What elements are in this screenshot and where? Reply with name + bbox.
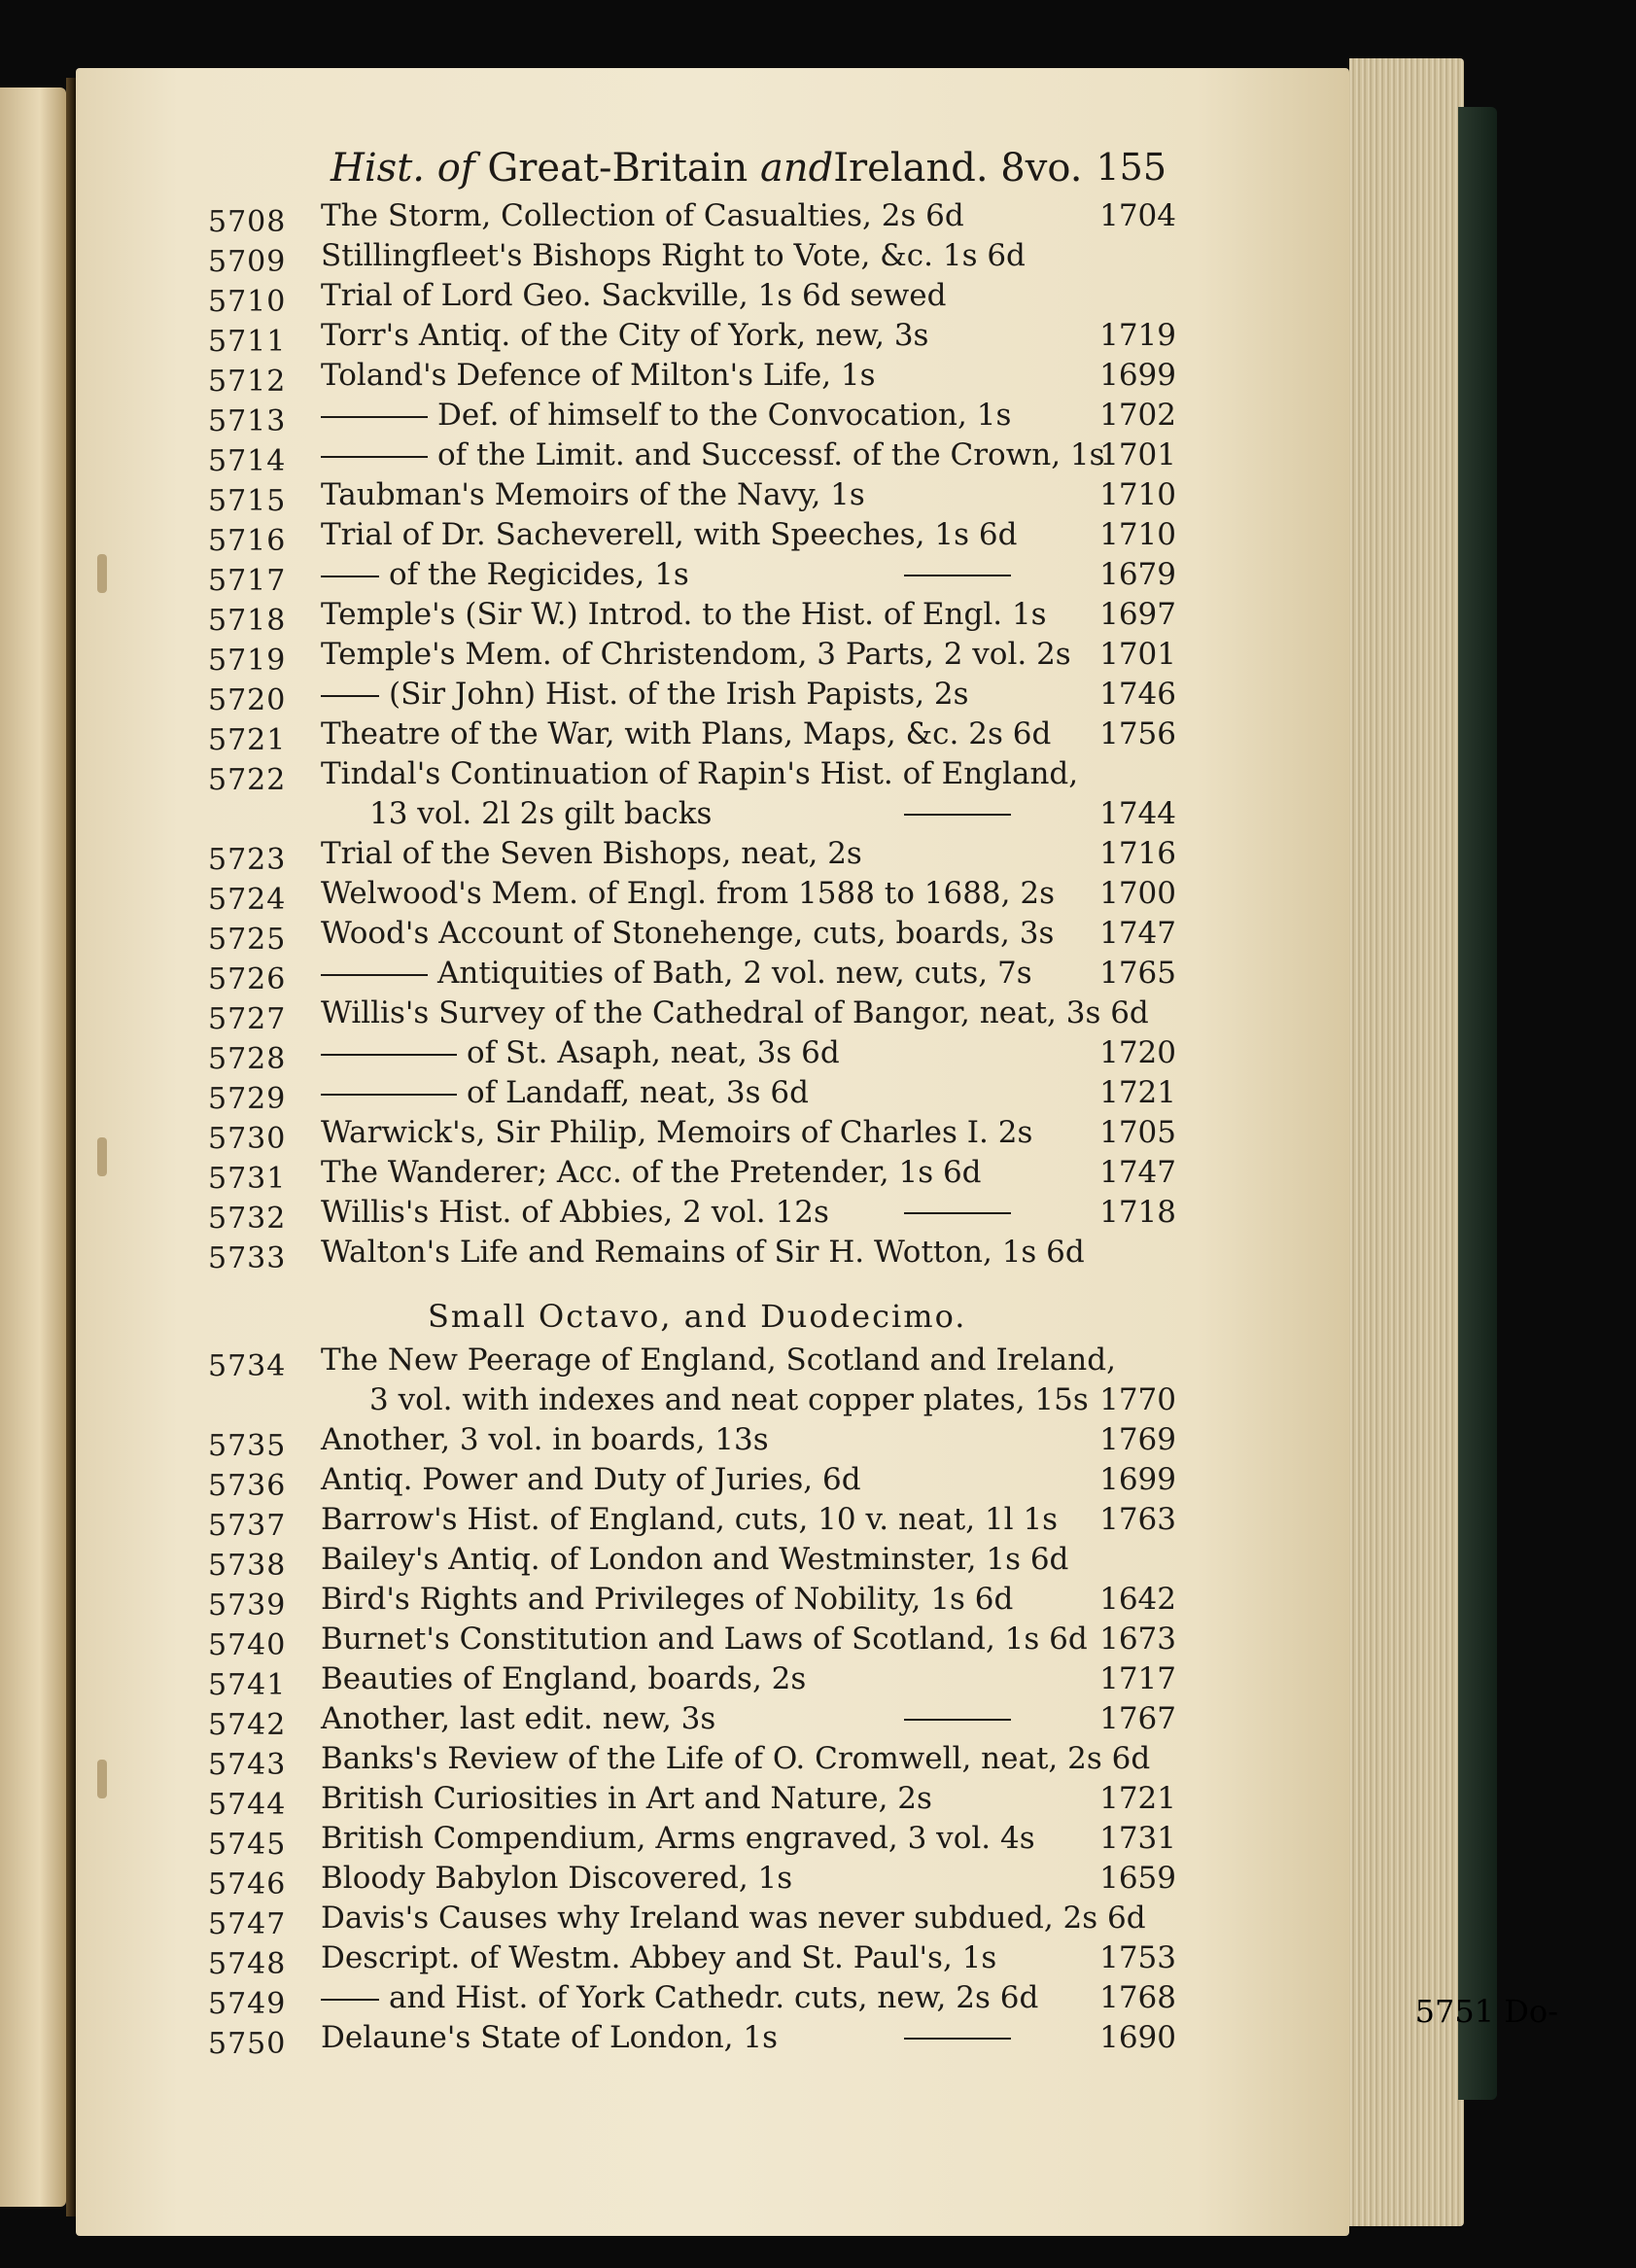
entry-year: 1744	[1099, 796, 1176, 831]
page-edges	[1349, 58, 1464, 2226]
entry-number: 5714	[208, 444, 287, 478]
leader-dash	[904, 2038, 1011, 2040]
entry-number: 5718	[208, 604, 287, 638]
catalogue-entry	[208, 1540, 1215, 1583]
entry-number: 5709	[208, 245, 287, 279]
entry-year: 1717	[1099, 1661, 1176, 1696]
entry-year: 1753	[1099, 1940, 1176, 1975]
catalogue-entry	[208, 1073, 1215, 1116]
entry-number: 5710	[208, 285, 287, 319]
entry-number: 5731	[208, 1162, 287, 1196]
catalogue-entry	[208, 515, 1215, 558]
catalogue-entry	[208, 754, 1215, 834]
leader-dash	[904, 575, 1011, 576]
entry-description: Another, last edit. new, 3s	[321, 1701, 716, 1736]
entry-description: Wood's Account of Stonehenge, cuts, boards, 3s	[321, 916, 1055, 951]
catalogue-entry	[208, 1193, 1215, 1236]
entry-number: 5708	[208, 205, 287, 239]
entry-year: 1721	[1099, 1075, 1176, 1110]
entry-number: 5716	[208, 524, 287, 558]
page-title: Hist. of Great-Britain andIreland. 8vo.	[331, 146, 1083, 191]
entry-year: 1756	[1099, 716, 1176, 751]
entry-year: 1659	[1099, 1861, 1176, 1896]
entry-number: 5712	[208, 365, 287, 399]
entry-number: 5750	[208, 2027, 287, 2061]
entry-number: 5736	[208, 1469, 287, 1503]
entry-number: 5717	[208, 564, 287, 598]
catalogue-entry	[208, 1580, 1215, 1622]
entry-year: 1702	[1099, 398, 1176, 433]
entry-year: 1679	[1099, 557, 1176, 592]
binding-hole	[97, 1760, 107, 1798]
leader-dash	[904, 814, 1011, 816]
entry-year: 1710	[1099, 477, 1176, 512]
catalogue-entry	[208, 1779, 1215, 1822]
entry-number: 5727	[208, 1002, 287, 1036]
entry-number: 5748	[208, 1947, 287, 1981]
entry-description: Antiquities of Bath, 2 vol. new, cuts, 7s	[321, 954, 1032, 994]
catalogue-entry	[208, 1620, 1215, 1662]
ditto-dash	[321, 576, 379, 577]
entry-description: Warwick's, Sir Philip, Memoirs of Charles I. 2s	[321, 1115, 1033, 1150]
entry-year: 1768	[1099, 1980, 1176, 2015]
entry-number: 5711	[208, 325, 287, 359]
entry-description: Temple's (Sir W.) Introd. to the Hist. of Engl. 1s	[321, 597, 1047, 632]
entry-year: 1697	[1099, 597, 1176, 632]
entry-description: British Curiosities in Art and Nature, 2s	[321, 1781, 932, 1816]
catalogue-entry	[208, 1460, 1215, 1503]
catalogue-entry	[208, 436, 1215, 478]
entry-number: 5735	[208, 1429, 287, 1463]
entry-description: Toland's Defence of Milton's Life, 1s	[321, 358, 876, 393]
entry-number: 5732	[208, 1202, 287, 1236]
catalogue-entry	[208, 316, 1215, 359]
entry-number: 5733	[208, 1241, 287, 1275]
catalogue-entry	[208, 1500, 1215, 1543]
entry-year: 1690	[1099, 2020, 1176, 2055]
entry-description: Walton's Life and Remains of Sir H. Wotton, 1s 6d	[321, 1235, 1085, 1270]
entry-year: 1642	[1099, 1582, 1176, 1617]
entry-number: 5739	[208, 1588, 287, 1622]
catalogue-entry	[208, 595, 1215, 638]
entry-description: (Sir John) Hist. of the Irish Papists, 2s	[321, 675, 969, 715]
catalogue-entry	[208, 1899, 1215, 1941]
entry-number: 5728	[208, 1042, 287, 1076]
catalogue-entry	[208, 1859, 1215, 1902]
entry-description: Trial of Dr. Sacheverell, with Speeches, 1s 6d	[321, 517, 1018, 552]
entry-year: 1716	[1099, 836, 1176, 871]
left-page-edge	[0, 87, 66, 2207]
entry-year: 1720	[1099, 1035, 1176, 1070]
entry-description: Def. of himself to the Convocation, 1s	[321, 396, 1011, 436]
entry-description: Temple's Mem. of Christendom, 3 Parts, 2 vol. 2s	[321, 637, 1071, 672]
entry-number: 5719	[208, 644, 287, 678]
catalogue-text	[208, 146, 1215, 2061]
page-number: 155	[1096, 146, 1166, 189]
catalogue-entry	[208, 1341, 1215, 1420]
entry-year: 1746	[1099, 677, 1176, 712]
catalogue-entry	[208, 236, 1215, 279]
entry-description: The Wanderer; Acc. of the Pretender, 1s 6d	[321, 1155, 982, 1190]
catalogue-entry	[208, 396, 1215, 438]
entry-description: Welwood's Mem. of Engl. from 1588 to 1688, 2s	[321, 876, 1055, 911]
catalogue-entry	[208, 1233, 1215, 1275]
entry-year: 1710	[1099, 517, 1176, 552]
entry-description-continued: 13 vol. 2l 2s gilt backs	[369, 796, 713, 831]
entry-description: Burnet's Constitution and Laws of Scotland, 1s 6d	[321, 1622, 1088, 1657]
entry-number: 5723	[208, 843, 287, 877]
catchword: 5751 Do-	[1414, 1993, 1558, 2030]
catalogue-entry	[208, 1819, 1215, 1862]
catalogue-entry	[208, 1659, 1215, 1702]
entry-description: Delaune's State of London, 1s	[321, 2020, 779, 2055]
entry-year: 1701	[1099, 437, 1176, 472]
entry-description: Barrow's Hist. of England, cuts, 10 v. neat, 1l 1s	[321, 1502, 1059, 1537]
catalogue-entry	[208, 874, 1215, 917]
entry-number: 5749	[208, 1987, 287, 2021]
entry-number: 5722	[208, 763, 287, 797]
entry-number: 5721	[208, 723, 287, 757]
entry-year: 1747	[1099, 1155, 1176, 1190]
ditto-dash	[321, 416, 428, 418]
entry-year: 1770	[1099, 1382, 1176, 1417]
catalogue-entry	[208, 635, 1215, 678]
entry-description: Trial of Lord Geo. Sackville, 1s 6d sewed	[321, 278, 947, 313]
catalogue-entry	[208, 994, 1215, 1036]
section-title: Small Octavo, and Duodecimo.	[428, 1298, 967, 1335]
catalogue-entry	[208, 1978, 1215, 2021]
entry-year: 1731	[1099, 1821, 1176, 1856]
entry-description: Another, 3 vol. in boards, 13s	[321, 1422, 769, 1457]
catalogue-entry	[208, 2018, 1215, 2061]
entry-description: of the Limit. and Successf. of the Crown, 1s	[321, 436, 1105, 475]
catalogue-entry	[208, 196, 1215, 239]
ditto-dash	[321, 695, 379, 697]
running-header	[224, 146, 1215, 192]
catalogue-entry	[208, 276, 1215, 319]
catalogue-entry	[208, 1739, 1215, 1782]
entry-year: 1699	[1099, 358, 1176, 393]
entry-year: 1747	[1099, 916, 1176, 951]
entry-year: 1673	[1099, 1622, 1176, 1657]
entry-year: 1700	[1099, 876, 1176, 911]
leader-dash	[904, 1719, 1011, 1721]
entry-year: 1721	[1099, 1781, 1176, 1816]
entry-number: 5715	[208, 484, 287, 518]
entry-description: The New Peerage of England, Scotland and Ireland,	[321, 1343, 1116, 1378]
entry-number: 5720	[208, 683, 287, 717]
leader-dash	[904, 1212, 1011, 1214]
entry-description: Torr's Antiq. of the City of York, new, 3s	[321, 318, 929, 353]
catalogue-entry	[208, 1033, 1215, 1076]
entry-number: 5741	[208, 1668, 287, 1702]
catalogue-entry	[208, 1938, 1215, 1981]
catalogue-entry	[208, 475, 1215, 518]
entry-year: 1718	[1099, 1195, 1176, 1230]
ditto-dash	[321, 456, 428, 458]
entry-number: 5725	[208, 923, 287, 957]
entry-number: 5726	[208, 962, 287, 996]
entry-description: The Storm, Collection of Casualties, 2s 6d	[321, 198, 964, 233]
entry-description: British Compendium, Arms engraved, 3 vol. 4s	[321, 1821, 1035, 1856]
entry-number: 5713	[208, 404, 287, 438]
entry-year: 1719	[1099, 318, 1176, 353]
binding-hole	[97, 1137, 107, 1176]
entry-number: 5744	[208, 1788, 287, 1822]
entry-description: Antiq. Power and Duty of Juries, 6d	[321, 1462, 861, 1497]
entry-description: Beauties of England, boards, 2s	[321, 1661, 807, 1696]
catalogue-entry	[208, 1699, 1215, 1742]
entry-year: 1704	[1099, 198, 1176, 233]
entry-description: Willis's Survey of the Cathedral of Bangor, neat, 3s 6d	[321, 995, 1149, 1030]
entry-number: 5729	[208, 1082, 287, 1116]
entry-year: 1765	[1099, 956, 1176, 991]
entry-number: 5745	[208, 1828, 287, 1862]
entry-description: Bailey's Antiq. of London and Westminster, 1s 6d	[321, 1542, 1069, 1577]
entry-number: 5734	[208, 1349, 287, 1383]
small-octavo-list	[208, 1341, 1215, 2061]
ditto-dash	[321, 1054, 457, 1056]
entry-description: Descript. of Westm. Abbey and St. Paul's, 1s	[321, 1940, 997, 1975]
entry-description: of the Regicides, 1s	[321, 555, 689, 595]
book-cover	[1458, 107, 1497, 2100]
entry-number: 5737	[208, 1509, 287, 1543]
entry-year: 1767	[1099, 1701, 1176, 1736]
binding-hole	[97, 554, 107, 593]
catalogue-entry	[208, 954, 1215, 996]
entry-number: 5724	[208, 883, 287, 917]
entry-number: 5740	[208, 1628, 287, 1662]
entry-description: Bloody Babylon Discovered, 1s	[321, 1861, 793, 1896]
entry-description: and Hist. of York Cathedr. cuts, new, 2s 6d	[321, 1978, 1038, 2018]
entry-description: of Landaff, neat, 3s 6d	[321, 1073, 809, 1113]
entry-description-continued: 3 vol. with indexes and neat copper plates, 15s	[369, 1382, 1089, 1417]
entry-description: Tindal's Continuation of Rapin's Hist. of England,	[321, 756, 1079, 791]
entry-year: 1769	[1099, 1422, 1176, 1457]
entry-number: 5747	[208, 1907, 287, 1941]
entry-description: Stillingfleet's Bishops Right to Vote, &c. 1s 6d	[321, 238, 1026, 273]
entry-year: 1705	[1099, 1115, 1176, 1150]
ditto-dash	[321, 1094, 457, 1096]
catalogue-entry	[208, 834, 1215, 877]
ditto-dash	[321, 974, 428, 976]
entry-number: 5743	[208, 1748, 287, 1782]
entry-year: 1699	[1099, 1462, 1176, 1497]
catalogue-entry	[208, 1113, 1215, 1156]
entry-number: 5746	[208, 1867, 287, 1902]
octavo-list	[208, 196, 1215, 1275]
entry-year: 1701	[1099, 637, 1176, 672]
catalogue-entry	[208, 715, 1215, 757]
catalogue-entry	[208, 356, 1215, 399]
entry-description: of St. Asaph, neat, 3s 6d	[321, 1033, 840, 1073]
entry-description: Bird's Rights and Privileges of Nobility, 1s 6d	[321, 1582, 1014, 1617]
catalogue-entry	[208, 1153, 1215, 1196]
entry-description: Willis's Hist. of Abbies, 2 vol. 12s	[321, 1195, 829, 1230]
entry-year: 1763	[1099, 1502, 1176, 1537]
entry-number: 5738	[208, 1549, 287, 1583]
catalogue-entry	[208, 555, 1215, 598]
entry-description: Banks's Review of the Life of O. Cromwell, neat, 2s 6d	[321, 1741, 1151, 1776]
entry-description: Trial of the Seven Bishops, neat, 2s	[321, 836, 862, 871]
catalogue-entry	[208, 1420, 1215, 1463]
catalogue-entry	[208, 914, 1215, 957]
book-gutter	[66, 78, 76, 2216]
entry-number: 5730	[208, 1122, 287, 1156]
catalogue-entry	[208, 675, 1215, 717]
entry-description: Davis's Causes why Ireland was never subdued, 2s 6d	[321, 1901, 1146, 1936]
entry-number: 5742	[208, 1708, 287, 1742]
entry-description: Taubman's Memoirs of the Navy, 1s	[321, 477, 865, 512]
ditto-dash	[321, 1999, 379, 2001]
entry-description: Theatre of the War, with Plans, Maps, &c. 2s 6d	[321, 716, 1052, 751]
